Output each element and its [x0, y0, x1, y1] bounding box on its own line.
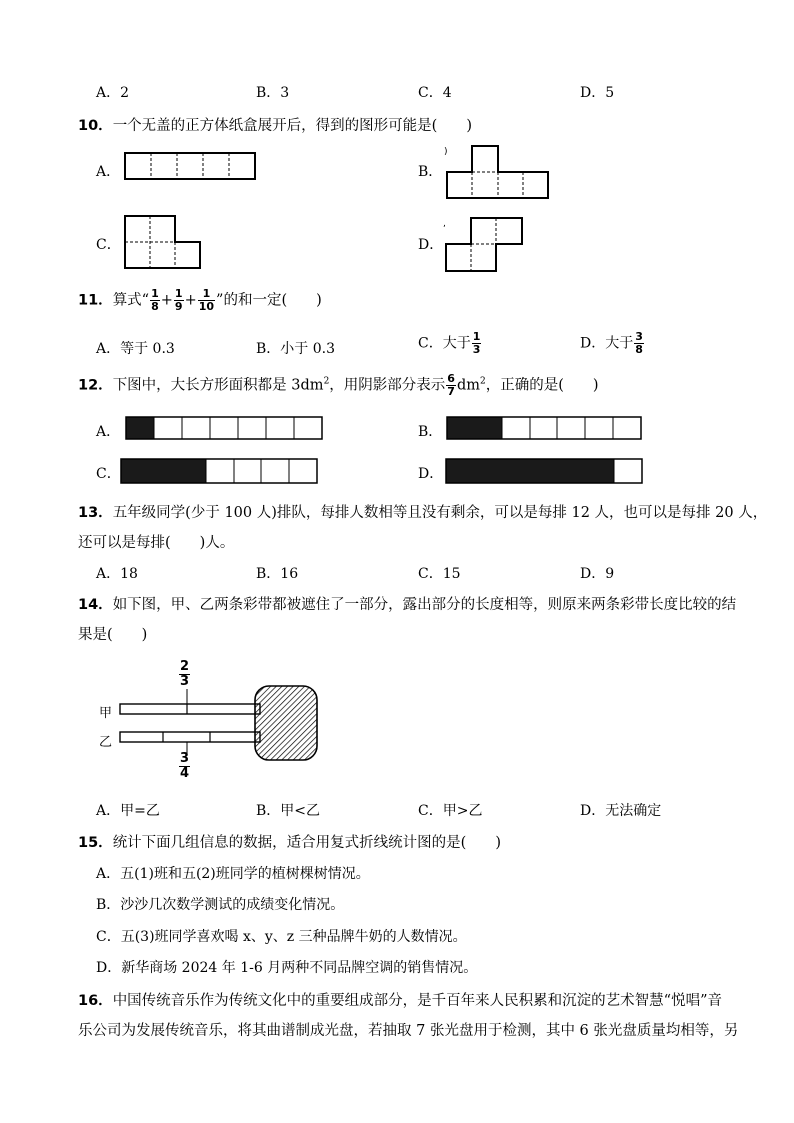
q10-net-a — [124, 152, 258, 182]
q16-number: 16． — [78, 993, 113, 1009]
q15-option-c[interactable]: C．五(3)班同学喜欢喝 x、y、z 三种品牌牛奶的人数情况。 — [96, 929, 467, 945]
q11-option-d[interactable]: D．大于 $\frac{3}{8}$ — [580, 330, 643, 356]
q14-label-jia: 甲 — [99, 706, 113, 721]
q10-number: 10． — [78, 118, 113, 134]
q15-option-b[interactable]: B．沙沙几次数学测试的成绩变化情况。 — [96, 897, 345, 913]
q13-stem-line2: 还可以是每排( )人。 — [78, 535, 235, 551]
q14-ribbon-figure — [115, 683, 325, 763]
q15-option-d[interactable]: D．新华商场 2024 年 1-6 月两种不同品牌空调的销售情况。 — [96, 960, 478, 976]
q9-option-c[interactable]: C．4 — [418, 85, 452, 101]
q11-fraction-1: $\frac{1}{8}$ — [151, 287, 159, 313]
q16-stem-line1: 16．中国传统音乐作为传统文化中的重要组成部分，是千百年来人民积累和沉淀的艺术智慧“悦唱”音 — [78, 993, 723, 1009]
q14-top-fraction: $\frac{2}{3}$ — [180, 659, 190, 689]
q10-stem — [78, 114, 472, 135]
q13-option-d[interactable]: D．9 — [580, 566, 615, 582]
q11-prefix: 算式“ — [112, 292, 150, 309]
q12-bar-c — [120, 458, 320, 486]
q12-bar-a — [125, 416, 325, 442]
q12-bar-d — [445, 458, 645, 486]
q11-option-a[interactable]: A．等于 0.3 — [96, 341, 175, 357]
q12-label-c[interactable]: C． — [96, 466, 121, 482]
q15-option-a[interactable]: A．五(1)班和五(2)班同学的植树棵树情况。 — [96, 866, 370, 882]
q12-label-d[interactable]: D． — [418, 466, 444, 482]
plus-sign: + — [184, 292, 197, 309]
q12-label-b[interactable]: B． — [418, 424, 443, 440]
q14-bottom-fraction: $\frac{3}{4}$ — [180, 751, 190, 781]
q12-number: 12． — [78, 377, 113, 394]
q15-number: 15． — [78, 835, 113, 851]
q14-option-c[interactable]: C．甲>乙 — [418, 803, 483, 819]
q11-number: 11． — [78, 292, 113, 309]
cover-block — [255, 686, 317, 760]
q12-label-a[interactable]: A． — [96, 424, 121, 440]
q13-stem-line1: 13．五年级同学(少于 100 人)排队，每排人数相等且没有剩余，可以是每排 12 人，也可以是每排 20 人， — [78, 505, 768, 521]
q12-stem: 12．下图中，大长方形面积都是 $3dm^2$，用阴影部分表示 $\frac{6}{7}$ $dm^2$，正确的是( ) — [78, 372, 599, 398]
plus-sign: + — [160, 292, 173, 309]
q13-option-b[interactable]: B．16 — [256, 566, 299, 582]
q15-stem: 15．统计下面几组信息的数据，适合用复式折线统计图的是( ) — [78, 835, 501, 851]
q10-text: 一个无盖的正方体纸盒展开后，得到的图形可能是( ) — [112, 118, 472, 134]
svg-text:): ) — [444, 147, 448, 157]
q12-bar-b — [446, 416, 644, 442]
q10-net-c — [123, 214, 205, 272]
ribbon-yi — [120, 732, 260, 742]
svg-text:,: , — [443, 219, 446, 229]
q14-stem-line1: 14．如下图，甲、乙两条彩带都被遮住了一部分，露出部分的长度相等，则原来两条彩带长度比较的结 — [78, 597, 737, 613]
q14-label-yi: 乙 — [99, 735, 113, 750]
q13-option-a[interactable]: A．18 — [96, 566, 138, 582]
q11-fraction-2: $\frac{1}{9}$ — [174, 287, 183, 313]
q10-label-b[interactable]: B． — [418, 164, 443, 180]
q14-stem-line2: 果是( ) — [78, 627, 148, 643]
ribbon-jia — [120, 704, 260, 714]
q12-fraction: $\frac{6}{7}$ — [447, 372, 455, 398]
q11-stem — [78, 288, 322, 313]
q10-net-d — [443, 216, 527, 274]
q14-option-d[interactable]: D．无法确定 — [580, 803, 662, 819]
q9-option-d[interactable]: D．5 — [580, 85, 615, 101]
q10-label-c[interactable]: C． — [96, 237, 121, 253]
q16-stem-line2: 乐公司为发展传统音乐，将其曲谱制成光盘，若抽取 7 张光盘用于检测，其中 6 张光盘质量均相等，另 — [78, 1023, 739, 1039]
q9-option-a[interactable]: A．2 — [96, 85, 130, 101]
q13-option-c[interactable]: C．15 — [418, 566, 461, 582]
q13-number: 13． — [78, 505, 113, 521]
q11-fraction-3: $\frac{1}{10}$ — [198, 287, 215, 313]
q10-label-a[interactable]: A． — [96, 164, 121, 180]
q9-option-b[interactable]: B．3 — [256, 85, 290, 101]
q14-option-a[interactable]: A．甲=乙 — [96, 803, 160, 819]
q14-option-b[interactable]: B．甲<乙 — [256, 803, 321, 819]
q10-net-b — [444, 143, 554, 201]
q14-number: 14． — [78, 597, 113, 613]
q10-label-d[interactable]: D． — [418, 237, 444, 253]
q11-option-b[interactable]: B．小于 0.3 — [256, 341, 336, 357]
q11-suffix: ”的和一定( ) — [216, 292, 322, 309]
q11-option-c[interactable]: C．大于 $\frac{1}{3}$ — [418, 330, 481, 356]
